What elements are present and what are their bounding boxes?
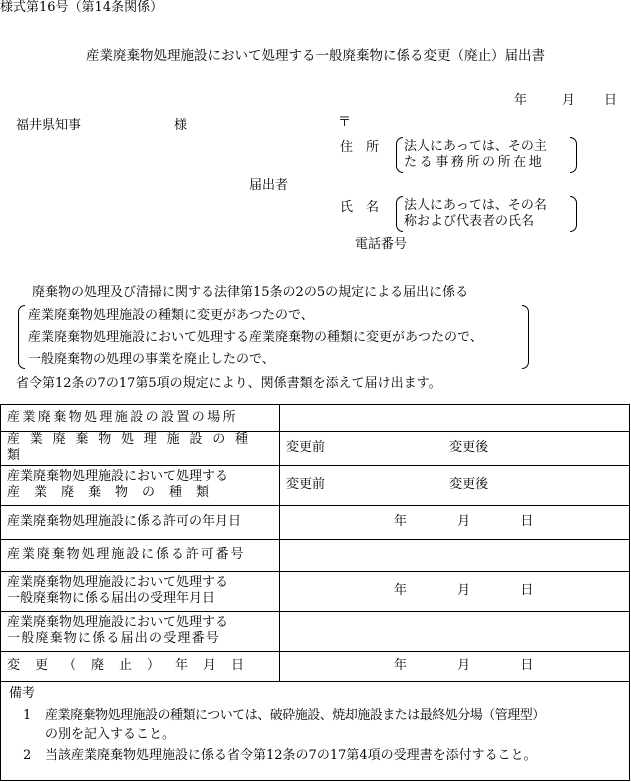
remarks-heading: 備考 xyxy=(9,686,36,701)
phone-label: 電話番号 xyxy=(355,237,408,252)
table-row xyxy=(1,539,630,571)
value-permit-number[interactable] xyxy=(280,539,630,571)
value-receipt-date[interactable] xyxy=(280,571,630,611)
date-year: 年 xyxy=(514,93,528,108)
address-label: 住 所 xyxy=(340,140,380,155)
form-number: 様式第16号（第14条関係） xyxy=(0,0,164,15)
year-label: 年 xyxy=(394,513,408,529)
date-day: 日 xyxy=(604,93,618,108)
name-label: 氏 名 xyxy=(340,200,380,215)
notifier-label: 届出者 xyxy=(249,178,289,193)
month-label: 月 xyxy=(457,513,471,529)
row-label-location xyxy=(1,405,280,432)
table-row xyxy=(1,611,630,651)
remarks-item-1: 産業廃棄物処理施設の種類については、破砕施設、焼却施設または最終処分場（管理型） xyxy=(45,708,545,723)
day-label: 日 xyxy=(520,582,534,598)
month-label: 月 xyxy=(457,582,471,598)
day-label: 日 xyxy=(520,657,534,673)
row-label-permit-date xyxy=(1,505,280,539)
remarks-box xyxy=(0,674,630,781)
after-label: 変更後 xyxy=(449,440,489,456)
year-label: 年 xyxy=(394,657,408,673)
value-location[interactable] xyxy=(280,405,630,432)
table-row xyxy=(1,505,630,539)
remarks-item-2: 当該産業廃棄物処理施設に係る省令第12条の7の17第4項の受理書を添付すること。 xyxy=(45,748,537,763)
row-label-permit-number xyxy=(1,539,280,571)
cell-text: 一般廃棄物に係る届出の受理番号 xyxy=(7,631,221,646)
remarks-item-1-cont: の別を記入すること。 xyxy=(45,727,176,742)
options-brace-left xyxy=(18,305,25,369)
value-permit-date[interactable] xyxy=(280,505,630,539)
table-row xyxy=(1,432,630,466)
addressee-honorific: 様 xyxy=(174,118,188,133)
row-label-receipt-date xyxy=(1,571,280,611)
value-waste-type[interactable] xyxy=(280,465,630,505)
address-brace-right xyxy=(570,137,577,173)
body-option-3: 一般廃棄物の処理の事業を廃止したので、 xyxy=(28,352,275,367)
after-label: 変更後 xyxy=(449,476,489,492)
row-label-facility-type xyxy=(1,432,280,466)
cell-text: 産業廃棄物処理施設において処理する xyxy=(7,614,229,630)
name-note-2: 称および代表者の氏名 xyxy=(404,214,535,229)
table-row xyxy=(1,571,630,611)
details-table xyxy=(0,404,630,682)
before-label: 変更前 xyxy=(286,440,326,456)
body-option-1: 産業廃棄物処理施設の種類に変更があつたので、 xyxy=(28,308,314,323)
options-brace-right xyxy=(522,305,529,369)
remarks-number-1: 1 xyxy=(23,708,32,723)
body-intro: 廃棄物の処理及び清掃に関する法律第15条の2の5の規定による届出に係る xyxy=(32,285,469,300)
date-month: 月 xyxy=(562,93,576,108)
row-label-waste-type xyxy=(1,465,280,505)
cell-text: 一般廃棄物に係る届出の受理年月日 xyxy=(7,591,216,606)
remarks-number-2: 2 xyxy=(23,748,32,763)
body-closing: 省令第12条の7の17第5項の規定により、関係書類を添えて届け出ます。 xyxy=(16,376,442,391)
cell-text: 産業廃棄物処理施設に係る許可番号 xyxy=(7,546,246,562)
cell-text: 変更（廃止）年月日 xyxy=(7,657,260,673)
body-option-2: 産業廃棄物処理施設において処理する産業廃棄物の種類に変更があつたので、 xyxy=(28,330,483,345)
day-label: 日 xyxy=(520,513,534,529)
table-row xyxy=(1,405,630,432)
month-label: 月 xyxy=(457,657,471,673)
year-label: 年 xyxy=(394,582,408,598)
page-title: 産業廃棄物処理施設において処理する一般廃棄物に係る変更（廃止）届出書 xyxy=(86,48,545,64)
address-note-1: 法人にあっては、その主 xyxy=(404,139,547,154)
value-receipt-number[interactable] xyxy=(280,611,630,651)
name-brace-left xyxy=(396,196,403,232)
cell-text: 産業廃棄物処理施設に係る許可の年月日 xyxy=(7,513,242,529)
value-facility-type[interactable] xyxy=(280,432,630,466)
cell-text: 産業廃棄物の種類 xyxy=(7,485,224,500)
cell-text: 産業廃棄物処理施設において処理する xyxy=(7,468,229,484)
address-brace-left xyxy=(396,137,403,173)
postal-mark: 〒 xyxy=(338,115,352,130)
address-note-2: たる事務所の所在地 xyxy=(404,155,545,170)
table-row xyxy=(1,465,630,505)
row-label-receipt-number xyxy=(1,611,280,651)
name-note-1: 法人にあっては、その名 xyxy=(404,198,547,213)
cell-text: 産業廃棄物処理施設の種類 xyxy=(7,432,258,464)
before-label: 変更前 xyxy=(286,476,326,492)
cell-text: 産業廃棄物処理施設において処理する xyxy=(7,574,229,590)
cell-text: 産業廃棄物処理施設の設置の場所 xyxy=(7,409,239,425)
name-brace-right xyxy=(570,196,577,232)
addressee-name: 福井県知事 xyxy=(16,118,82,133)
